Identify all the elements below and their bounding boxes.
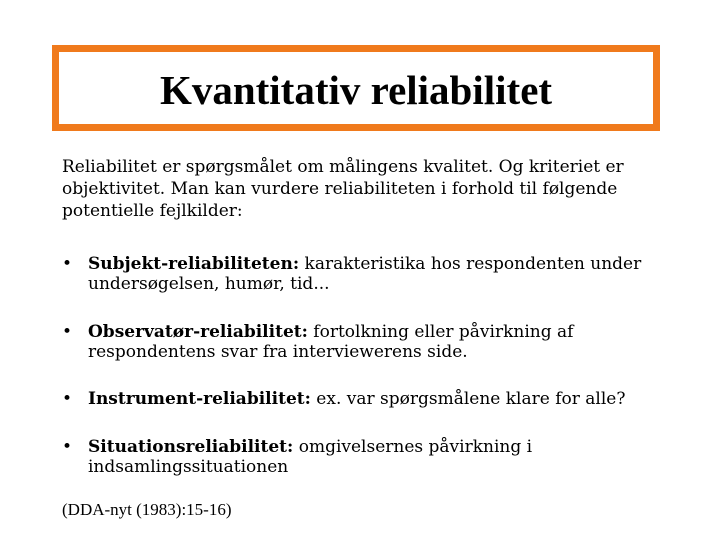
bullet-observator bbox=[62, 322, 682, 362]
bullet-text: omgivelsernes påvirkning i indsamlingssituationen bbox=[88, 437, 533, 477]
bullet-dot-icon: • bbox=[62, 254, 73, 274]
bullet-term: Instrument-reliabilitet: bbox=[88, 389, 311, 409]
title-frame bbox=[52, 45, 660, 131]
bullet-subjekt bbox=[62, 254, 682, 294]
bullet-term: Situationsreliabilitet: bbox=[88, 437, 294, 457]
bullet-instrument bbox=[62, 389, 682, 409]
bullet-text: karakteristika hos respondenten under undersøgelsen, humør, tid... bbox=[88, 254, 642, 294]
bullet-dot-icon: • bbox=[62, 389, 73, 409]
bullet-term: Subjekt-reliabiliteten: bbox=[88, 254, 300, 274]
page-title: Kvantitativ reliabilitet bbox=[159, 66, 553, 113]
bullet-situation bbox=[62, 437, 682, 477]
bullet-dot-icon: • bbox=[62, 322, 73, 342]
bullet-term: Observatør-reliabilitet: bbox=[88, 322, 308, 342]
source-citation: (DDA-nyt (1983):15-16) bbox=[62, 500, 232, 519]
bullet-dot-icon: • bbox=[62, 437, 73, 457]
bullet-text: ex. var spørgsmålene klare for alle? bbox=[310, 389, 626, 409]
bullet-text: fortolkning eller påvirkning af respondentens svar fra interviewerens side. bbox=[88, 322, 574, 362]
intro-paragraph: Reliabilitet er spørgsmålet om målingens kvalitet. Og kriteriet er objektivitet. Man kan vurdere reliabiliteten i forhold til følgende potentielle fejlkilder: bbox=[62, 157, 624, 221]
